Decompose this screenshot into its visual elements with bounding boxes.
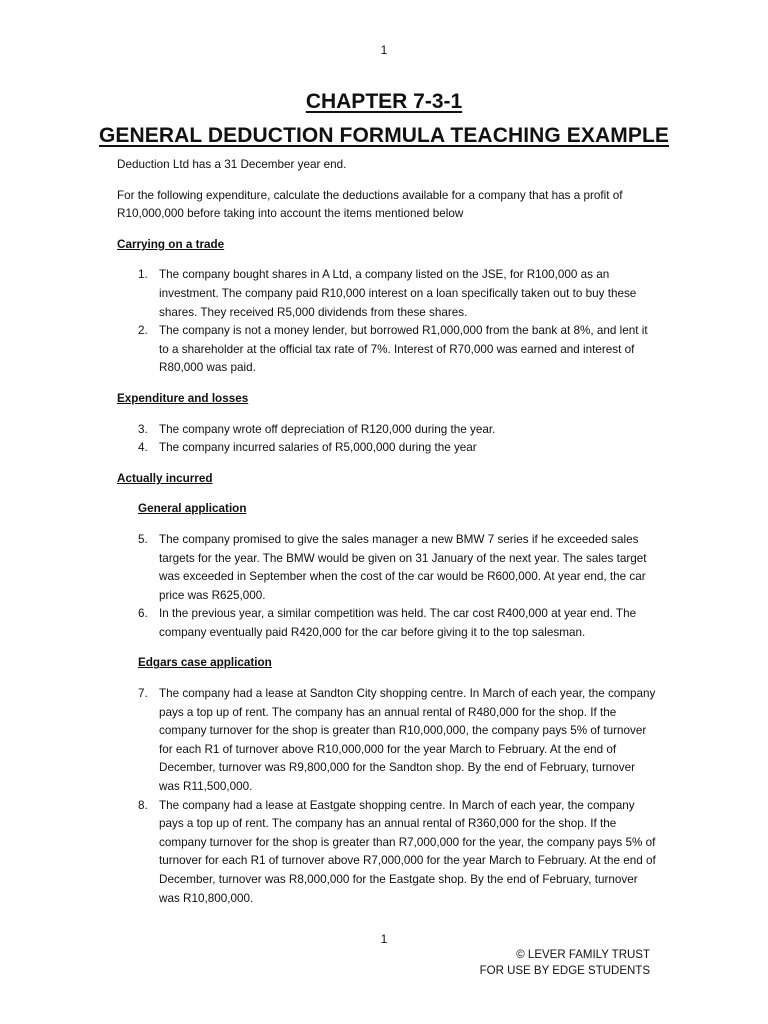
item-number: 1. <box>138 268 148 282</box>
edgars-case-list <box>117 685 657 908</box>
page-title <box>0 124 768 148</box>
general-application-list <box>117 531 657 643</box>
list-item <box>117 322 657 378</box>
item-number: 2. <box>138 324 148 338</box>
section-heading-trade: Carrying on a trade <box>117 237 225 251</box>
footer-usage-note: FOR USE BY EDGE STUDENTS <box>479 965 650 977</box>
chapter-heading <box>0 90 768 114</box>
item-number: 5. <box>138 532 148 546</box>
item-text: In the previous year, a similar competition was held. The car cost R400,000 at year end. The company eventually paid R420,000 for the car before giving it to the top salesman. <box>159 607 637 639</box>
item-text: The company is not a money lender, but borrowed R1,000,000 from the bank at 8%, and lent it to a shareholder at the official tax rate of 7%. Interest of R70,000 was earned and interest of R80,000 was paid. <box>159 324 648 375</box>
item-text: The company promised to give the sales manager a new BMW 7 series if he exceeded sales targets for the year. The BMW would be given on 31 January of the next year. The sales target was exceeded in September when the cost of the car would be R600,000. At year end, the car price was R625,000. <box>159 532 647 602</box>
subheading-general-application: General application <box>138 502 247 516</box>
item-text: The company bought shares in A Ltd, a company listed on the JSE, for R100,000 as an investment. The company paid R10,000 interest on a loan specifically taken out to buy these shares. They received R5,000 dividends from these shares. <box>159 268 637 319</box>
item-text: The company had a lease at Eastgate shopping centre. In March of each year, the company pays a top up of rent. The company has an annual rental of R360,000 for the shop. If the company turnover for the shop is greater than R7,000,000 for the year, the company pays 5% of turnover for each R1 of turnover above R7,000,000 for the year March to February. At the end of December, turnover was R8,000,000 for the Eastgate shop. By the end of February, turnover was R10,800,000. <box>159 798 656 905</box>
page-number-bottom: 1 <box>380 932 388 946</box>
list-item <box>117 685 657 797</box>
section-heading-expenditure: Expenditure and losses <box>117 391 249 405</box>
item-number: 3. <box>138 422 148 436</box>
list-item <box>117 797 657 909</box>
item-text: The company had a lease at Sandton City shopping centre. In March of each year, the company pays a top up of rent. The company has an annual rental of R480,000 for the shop. If the company turnover for the shop is greater than R10,000,000, the company pays 5% of turnover for each R1 of turnover above R10,000,000 for the year March to February. At the end of December, turnover was R9,800,000 for the Sandton shop. By the end of February, turnover was R11,500,000. <box>159 687 656 794</box>
subheading-edgars-case: Edgars case application <box>138 656 272 670</box>
section-heading-incurred: Actually incurred <box>117 471 213 485</box>
trade-list <box>117 266 657 378</box>
item-number: 6. <box>138 607 148 621</box>
list-item <box>117 439 657 458</box>
footer-copyright: © LEVER FAMILY TRUST <box>516 949 650 961</box>
item-number: 7. <box>138 687 148 701</box>
page-title-text: GENERAL DEDUCTION FORMULA TEACHING EXAMPLE <box>98 124 670 147</box>
page-number-top: 1 <box>380 43 388 57</box>
intro-instructions: For the following expenditure, calculate the deductions available for a company that has a profit of R10,000,000 before taking into account the items mentioned below <box>117 188 623 221</box>
item-number: 4. <box>138 441 148 455</box>
chapter-label: CHAPTER 7-3-1 <box>305 90 463 113</box>
list-item <box>117 421 657 440</box>
list-item <box>117 531 657 605</box>
document-body <box>117 156 657 920</box>
item-text: The company wrote off depreciation of R120,000 during the year. <box>159 422 496 436</box>
list-item <box>117 605 657 642</box>
copyright-footer <box>480 947 650 979</box>
intro-year-end: Deduction Ltd has a 31 December year end. <box>117 158 347 171</box>
list-item <box>117 266 657 322</box>
item-text: The company incurred salaries of R5,000,000 during the year <box>159 441 477 455</box>
item-number: 8. <box>138 798 148 812</box>
expenditure-list <box>117 421 657 458</box>
